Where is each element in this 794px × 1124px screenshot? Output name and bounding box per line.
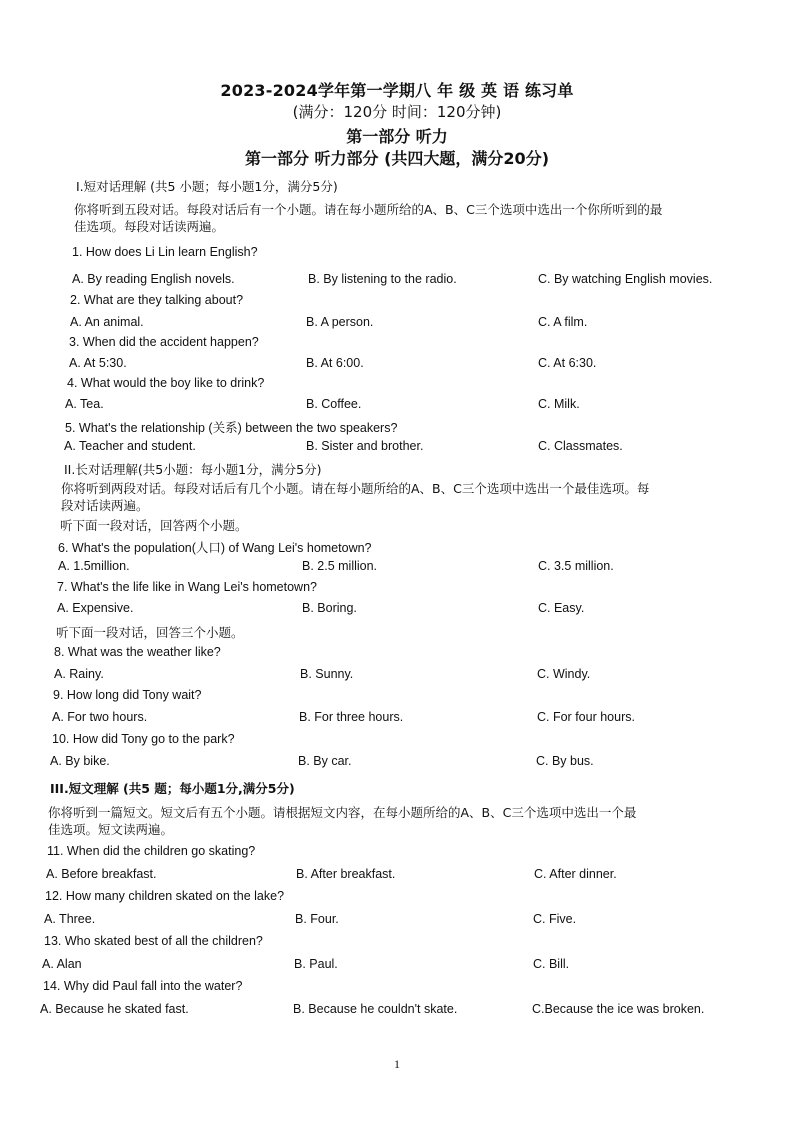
section1-title: I.短对话理解 (共5 小题；每小题1分，满分5分) <box>76 179 338 194</box>
option-13b: B. Paul. <box>294 957 338 971</box>
option-11c: C. After dinner. <box>534 867 617 881</box>
question-11: 11. When did the children go skating? <box>47 844 256 858</box>
option-12b: B. Four. <box>295 912 339 926</box>
option-7c: C. Easy. <box>538 601 585 615</box>
section1-instruction <box>74 201 754 235</box>
section2-instruction-line1: 你将听到两段对话。每段对话后有几个小题。请在每小题所给的A、B、C三个选项中选出一个最佳选项。每 <box>61 481 650 496</box>
question-13: 13. Who skated best of all the children? <box>44 934 263 948</box>
option-14c: C.Because the ice was broken. <box>532 1002 705 1016</box>
option-10a: A. By bike. <box>50 754 110 768</box>
option-2a: A. An animal. <box>70 315 144 329</box>
question-9: 9. How long did Tony wait? <box>53 688 202 702</box>
question-6: 6. What's the population(人口) of Wang Lei's hometown? <box>58 541 372 555</box>
option-3a: A. At 5:30. <box>69 356 127 370</box>
section3-instruction-line1: 你将听到一篇短文。短文后有五个小题。请根据短文内容，在每小题所给的A、B、C三个选项中选出一个最 <box>48 805 637 820</box>
option-4a: A. Tea. <box>65 397 104 411</box>
option-7a: A. Expensive. <box>57 601 134 615</box>
option-9a: A. For two hours. <box>52 710 148 724</box>
question-7: 7. What's the life like in Wang Lei's hometown? <box>57 580 317 594</box>
option-8a: A. Rainy. <box>54 667 104 681</box>
option-6c: C. 3.5 million. <box>538 559 614 573</box>
option-11b: B. After breakfast. <box>296 867 396 881</box>
option-14a: A. Because he skated fast. <box>40 1002 189 1016</box>
option-7b: B. Boring. <box>302 601 357 615</box>
question-12: 12. How many children skated on the lake? <box>45 889 285 903</box>
section1-instruction-line2: 佳选项。每段对话读两遍。 <box>74 219 225 234</box>
option-1c: C. By watching English movies. <box>538 272 713 286</box>
option-3b: B. At 6:00. <box>306 356 364 370</box>
part-heading: 第一部分 听力 <box>346 127 448 146</box>
option-10c: C. By bus. <box>536 754 594 768</box>
option-5c: C. Classmates. <box>538 439 623 453</box>
option-9c: C. For four hours. <box>537 710 635 724</box>
option-5b: B. Sister and brother. <box>306 439 424 453</box>
score-time: (满分：120分 时间：120分钟) <box>292 103 502 121</box>
question-14: 14. Why did Paul fall into the water? <box>43 979 243 993</box>
question-10: 10. How did Tony go to the park? <box>52 732 235 746</box>
option-9b: B. For three hours. <box>299 710 404 724</box>
exam-title: 2023-2024学年第一学期八 年 级 英 语 练习单 <box>220 81 574 100</box>
section1-instruction-line1: 你将听到五段对话。每段对话后有一个小题。请在每小题所给的A、B、C三个选项中选出一个你所听到的最 <box>74 202 663 217</box>
option-11a: A. Before breakfast. <box>46 867 157 881</box>
option-14b: B. Because he couldn't skate. <box>293 1002 458 1016</box>
option-13c: C. Bill. <box>533 957 570 971</box>
question-4: 4. What would the boy like to drink? <box>67 376 265 390</box>
option-12c: C. Five. <box>533 912 577 926</box>
question-3: 3. When did the accident happen? <box>69 335 259 349</box>
option-10b: B. By car. <box>298 754 352 768</box>
option-3c: C. At 6:30. <box>538 356 597 370</box>
option-1a: A. By reading English novels. <box>72 272 235 286</box>
option-4c: C. Milk. <box>538 397 580 411</box>
option-6b: B. 2.5 million. <box>302 559 378 573</box>
section2-sub2: 听下面一段对话，回答三个小题。 <box>56 625 244 640</box>
option-12a: A. Three. <box>44 912 96 926</box>
option-1b: B. By listening to the radio. <box>308 272 457 286</box>
option-8c: C. Windy. <box>537 667 591 681</box>
section2-instruction <box>61 480 741 514</box>
part-detail-heading: 第一部分 听力部分 (共四大题，满分20分) <box>244 149 550 168</box>
section2-sub1: 听下面一段对话，回答两个小题。 <box>60 518 248 533</box>
option-4b: B. Coffee. <box>306 397 362 411</box>
section2-instruction-line2: 段对话读两遍。 <box>61 498 149 513</box>
option-5a: A. Teacher and student. <box>64 439 196 453</box>
option-6a: A. 1.5million. <box>58 559 130 573</box>
section3-instruction <box>48 804 728 838</box>
section3-instruction-line2: 佳选项。短文读两遍。 <box>48 822 174 837</box>
option-2c: C. A film. <box>538 315 588 329</box>
question-2: 2. What are they talking about? <box>70 293 244 307</box>
question-5: 5. What's the relationship (关系) between the two speakers? <box>65 421 398 435</box>
section2-title: II.长对话理解(共5小题：每小题1分，满分5分) <box>64 462 322 477</box>
option-2b: B. A person. <box>306 315 374 329</box>
section3-title: III.短文理解 (共5 题；每小题1分,满分5分) <box>50 781 295 796</box>
page-number: 1 <box>394 1057 400 1071</box>
question-1: 1. How does Li Lin learn English? <box>72 245 258 259</box>
option-13a: A. Alan <box>42 957 82 971</box>
question-8: 8. What was the weather like? <box>54 645 221 659</box>
option-8b: B. Sunny. <box>300 667 354 681</box>
